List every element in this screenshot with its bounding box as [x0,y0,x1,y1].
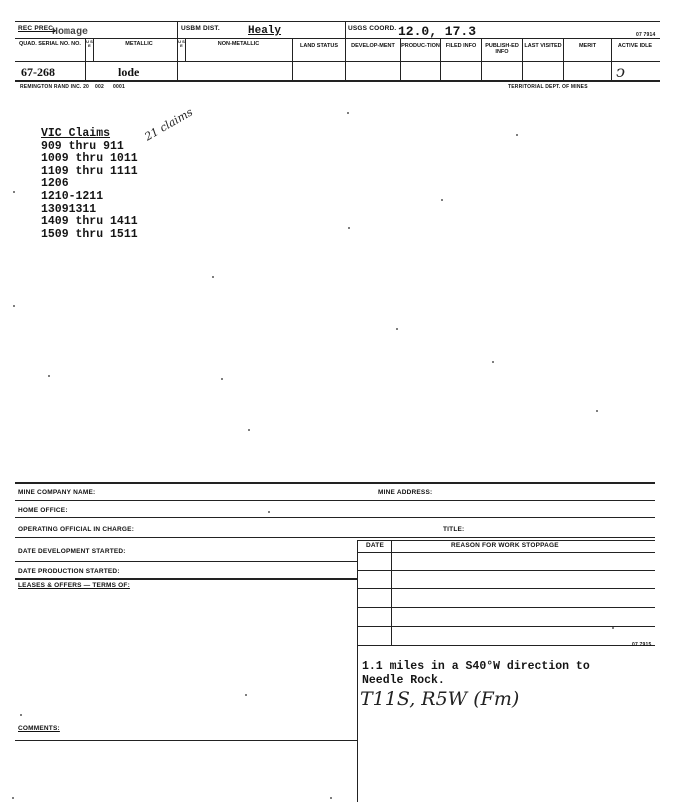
col-filed-info: FILED INFO [445,43,477,49]
form-number-top: 07 7914 [636,32,656,38]
col-sep [292,38,293,80]
claims-annotation: 21 claims [142,105,196,144]
claim-line: 13091311 [41,202,97,216]
sep-1 [177,21,178,80]
col-use-2: U S E [178,39,185,49]
location-line-2: Needle Rock. [362,674,445,687]
col-metallic: METALLIC [125,41,153,47]
comments-line [15,740,357,741]
stoppage-row [357,588,655,589]
stoppage-row [357,607,655,608]
active-idle-mark-icon: ↄ [616,62,625,81]
col-production: PRODUC-TION [401,43,440,49]
stoppage-top [357,540,655,541]
speck [12,797,14,799]
lower-line [15,500,655,501]
col-use-1: U S E [86,39,93,49]
title-label: TITLE: [443,526,465,533]
usgs-coord-label: USGS COORD. [348,25,397,32]
speck [347,112,349,114]
col-sep [185,38,186,61]
lower-line [15,561,357,562]
lower-line [15,537,655,538]
record-serial: 67-268 [21,65,55,79]
col-sep [93,38,94,61]
col-merit: MERIT [578,43,597,49]
speck [596,410,598,412]
speck [441,199,443,201]
rec-prec-value: Homage [52,27,89,38]
speck [20,714,22,716]
record-metallic: lode [118,65,140,79]
col-last-visited: LAST VISITED [524,43,562,49]
territorial-dept: TERRITORIAL DEPT. OF MINES [508,84,588,90]
speck [268,511,270,513]
claim-line: 1009 thru 1011 [41,152,138,166]
speck [492,361,494,363]
date-col-label: DATE [366,542,385,549]
claim-line: 1109 thru 1111 [41,164,138,178]
claims-title: VIC Claims [41,127,111,140]
speck [212,276,214,278]
operating-official-label: OPERATING OFFICIAL IN CHARGE: [18,526,135,533]
reason-col-label: REASON FOR WORK STOPPAGE [451,542,559,549]
claim-line: 1409 thru 1411 [41,215,138,229]
col-land-status: LAND STATUS [300,43,338,49]
form-number-bottom: 07 7915 [632,642,652,648]
stoppage-row [357,552,655,553]
printer-code-1: 002 [95,84,104,90]
speck [348,227,350,229]
col-published-info: PUBLISH-ED INFO [485,43,519,55]
home-office-label: HOME OFFICE: [18,507,68,514]
lower-line [15,578,357,580]
date-col-sep [391,540,392,645]
location-line-1: 1.1 miles in a S40°W direction to [362,660,590,673]
date-development-label: DATE DEVELOPMENT STARTED: [18,548,126,555]
speck [248,429,250,431]
comments-label: COMMENTS: [18,725,60,732]
sep-2 [345,21,346,80]
col-quad-serial: QUAD. SERIAL NO. NO. [19,41,81,47]
printer-code-2: 0001 [113,84,125,90]
record-row-bottom [15,80,660,82]
usgs-coord-value: 12.0, 17.3 [398,24,477,39]
speck [221,378,223,380]
stoppage-row [357,626,655,627]
claim-line: 1210-1211 [41,189,104,203]
speck [396,328,398,330]
speck [245,694,247,696]
speck [516,134,518,136]
speck [13,305,15,307]
lower-line [15,517,655,518]
usbm-dist-value: Healy [248,25,282,37]
top-border [15,21,660,22]
mine-company-label: MINE COMPANY NAME: [18,489,96,496]
date-production-label: DATE PRODUCTION STARTED: [18,568,120,575]
handwritten-location: T11S, R5W (Fm) [360,688,520,710]
claim-line: 1206 [41,177,69,191]
stoppage-row [357,570,655,571]
col-non-metallic: NON-METALLIC [217,41,260,47]
col-active-idle: ACTIVE IDLE [617,43,653,49]
speck [330,797,332,799]
speck [13,191,15,193]
claims-block [41,128,138,241]
col-development: DEVELOP-MENT [351,43,395,49]
rec-prec-label: REC PREC. [18,25,56,32]
speck [48,375,50,377]
claim-line: 1509 thru 1511 [41,227,138,241]
lower-top-border [15,482,655,484]
mine-address-label: MINE ADDRESS: [378,489,433,496]
lower-vertical [357,540,358,802]
claim-line: 909 thru 911 [41,139,124,153]
speck [612,627,614,629]
printer-label: REMINGTON RAND INC. 20 [20,84,90,90]
usbm-dist-label: USBM DIST. [181,25,220,32]
leases-label: LEASES & OFFERS — TERMS OF: [18,582,130,589]
